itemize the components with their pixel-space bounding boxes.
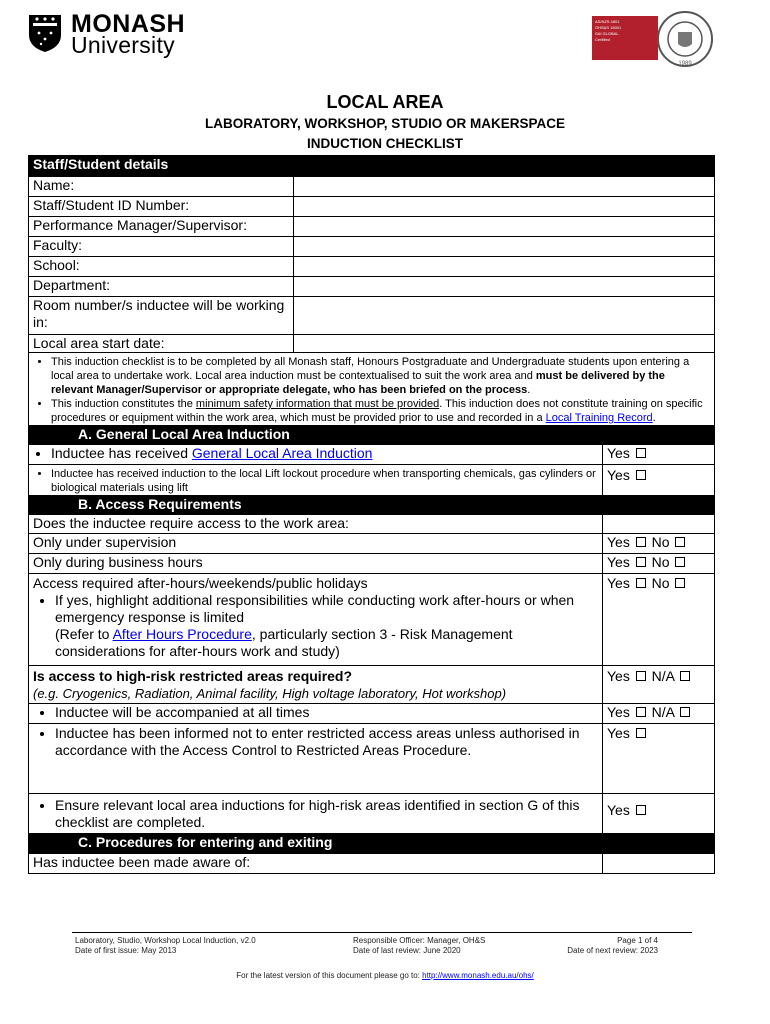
section-b-row-supervision bbox=[29, 534, 715, 554]
field-label-faculty: Faculty: bbox=[29, 237, 294, 257]
yes-checkbox[interactable] bbox=[636, 578, 646, 588]
yes-checkbox[interactable] bbox=[636, 707, 646, 717]
no-checkbox[interactable] bbox=[675, 537, 685, 547]
field-input-room[interactable] bbox=[294, 297, 715, 335]
footer-middle: Responsible Officer: Manager, OH&S Date of last review: June 2020 bbox=[353, 936, 486, 955]
field-label-start-date: Local area start date: bbox=[29, 335, 294, 353]
yes-checkbox[interactable] bbox=[636, 557, 646, 567]
no-checkbox[interactable] bbox=[675, 578, 685, 588]
induction-checklist-table bbox=[28, 155, 715, 874]
section-header-b bbox=[29, 496, 715, 515]
field-row-faculty bbox=[29, 237, 715, 257]
field-row-name bbox=[29, 177, 715, 197]
field-input-id[interactable] bbox=[294, 197, 715, 217]
field-label-name: Name: bbox=[29, 177, 294, 197]
page-subtitle-1: LABORATORY, WORKSHOP, STUDIO OR MAKERSPACE bbox=[204, 116, 566, 131]
yes-checkbox[interactable] bbox=[636, 448, 646, 458]
intro-bullet-2: • This induction constitutes the minimum safety information that must be provided. This induction does not constitute training on specific procedures or equipment within the work area, which must be provided prior to use and recorded in a Local Training Record. bbox=[51, 397, 710, 425]
local-training-record-link[interactable]: Local Training Record bbox=[545, 412, 653, 424]
yes-checkbox[interactable] bbox=[636, 671, 646, 681]
section-b-row-high-risk bbox=[29, 666, 715, 704]
section-b-high-risk-answer: Yes N/A bbox=[603, 666, 715, 704]
footer-rule bbox=[72, 932, 692, 933]
na-checkbox[interactable] bbox=[680, 707, 690, 717]
monash-logo bbox=[27, 10, 187, 58]
section-b-after-hours-text: Access required after-hours/weekends/public holidays • If yes, highlight additional responsibilities while conducting work after-hours or when emergency response is limited (Refer to After Hours Procedure, particularly section 3 - Risk Management considerations for after-hours work and study) bbox=[29, 574, 603, 666]
intro-bullet-1: • This induction checklist is to be completed by all Monash staff, Honours Postgraduate and Undergraduate students upon entering a local area to undertake work. Local area induction must be contextualised to suit the work area and must be delivered by the relevant Manager/Supervisor or appropriate delegate, who has been briefed on the process. bbox=[51, 355, 710, 397]
yes-checkbox[interactable] bbox=[636, 805, 646, 815]
no-checkbox[interactable] bbox=[675, 557, 685, 567]
section-b-row-accompanied bbox=[29, 704, 715, 724]
field-label-school: School: bbox=[29, 257, 294, 277]
section-a-row-2 bbox=[29, 465, 715, 496]
footer-left: Laboratory, Studio, Workshop Local Induction, v2.0 Date of first issue: May 2013 bbox=[75, 936, 256, 955]
field-label-room: Room number/s inductee will be working in: bbox=[29, 297, 294, 335]
section-b-row-restricted bbox=[29, 724, 715, 794]
intro-notes-row bbox=[29, 353, 715, 426]
logo-line2: University bbox=[71, 32, 175, 58]
ohs-website-link[interactable]: http://www.monash.edu.au/ohs/ bbox=[422, 971, 534, 980]
field-row-school bbox=[29, 257, 715, 277]
field-label-department: Department: bbox=[29, 277, 294, 297]
certification-badge bbox=[592, 10, 722, 67]
section-b-heading: B. Access Requirements bbox=[78, 496, 242, 512]
field-row-start-date bbox=[29, 335, 715, 353]
general-induction-link[interactable]: General Local Area Induction bbox=[191, 445, 373, 461]
yes-checkbox[interactable] bbox=[636, 728, 646, 738]
section-b-business-hours-answer: Yes No bbox=[603, 554, 715, 574]
section-b-high-risk-text: Is access to high-risk restricted areas required? (e.g. Cryogenics, Radiation, Animal facility, High voltage laboratory, Hot workshop) bbox=[29, 666, 603, 704]
section-b-restricted-answer: Yes bbox=[603, 724, 715, 794]
field-row-id bbox=[29, 197, 715, 217]
section-b-business-hours-text: Only during business hours bbox=[29, 554, 603, 574]
field-label-id: Staff/Student ID Number: bbox=[29, 197, 294, 217]
section-b-accompanied-answer: Yes N/A bbox=[603, 704, 715, 724]
field-input-department[interactable] bbox=[294, 277, 715, 297]
cert-red-panel: AS/NZS 4801 OHS&S 18001 SAI GLOBAL Certified bbox=[592, 16, 658, 60]
certification-seal-icon bbox=[656, 10, 714, 68]
section-a-row-1 bbox=[29, 445, 715, 465]
field-row-supervisor bbox=[29, 217, 715, 237]
field-input-faculty[interactable] bbox=[294, 237, 715, 257]
section-b-row-high-risk-inductions bbox=[29, 794, 715, 834]
section-b-restricted-text: • Inductee has been informed not to enter restricted access areas unless authorised in accordance with the Access Control to Restricted Areas Procedure. bbox=[29, 724, 603, 794]
footer-right: Page 1 of 4 Date of next review: 2023 bbox=[567, 936, 658, 955]
section-a-heading: A. General Local Area Induction bbox=[78, 426, 290, 442]
seal-year: 1989 bbox=[678, 61, 692, 67]
field-input-start-date[interactable] bbox=[294, 335, 715, 353]
section-c-heading: C. Procedures for entering and exiting bbox=[78, 834, 333, 850]
section-b-accompanied-text: • Inductee will be accompanied at all times bbox=[29, 704, 603, 724]
monash-crest-icon bbox=[27, 13, 63, 53]
after-hours-procedure-link[interactable]: After Hours Procedure bbox=[112, 626, 252, 642]
section-a-row-2-answer: Yes bbox=[603, 465, 715, 496]
field-input-name[interactable] bbox=[294, 177, 715, 197]
section-c-question-row bbox=[29, 854, 715, 874]
section-b-high-risk-inductions-text: • Ensure relevant local area inductions for high-risk areas identified in section G of this checklist are completed. bbox=[29, 794, 603, 834]
section-b-high-risk-inductions-answer: Yes bbox=[603, 794, 715, 834]
section-b-question-row bbox=[29, 515, 715, 534]
field-label-supervisor: Performance Manager/Supervisor: bbox=[29, 217, 294, 237]
section-b-after-hours-answer: Yes No bbox=[603, 574, 715, 666]
page-subtitle-2: INDUCTION CHECKLIST bbox=[307, 136, 463, 151]
section-a-row-1-answer: Yes bbox=[603, 445, 715, 465]
section-b-supervision-text: Only under supervision bbox=[29, 534, 603, 554]
logo-line1: MONASH bbox=[71, 10, 186, 38]
section-b-question: Does the inductee require access to the work area: bbox=[29, 515, 603, 534]
section-a-row-1-text: • Inductee has received General Local Area Induction bbox=[29, 445, 603, 465]
section-b-row-business-hours bbox=[29, 554, 715, 574]
footer-latest-version: For the latest version of this document please go to: http://www.monash.edu.au/ohs/ bbox=[236, 971, 534, 980]
details-heading: Staff/Student details bbox=[29, 156, 715, 177]
field-row-department bbox=[29, 277, 715, 297]
page-title: LOCAL AREA bbox=[326, 92, 444, 112]
field-input-supervisor[interactable] bbox=[294, 217, 715, 237]
yes-checkbox[interactable] bbox=[636, 537, 646, 547]
field-input-school[interactable] bbox=[294, 257, 715, 277]
section-c-question: Has inductee been made aware of: bbox=[29, 854, 603, 874]
yes-checkbox[interactable] bbox=[636, 470, 646, 480]
section-header-a bbox=[29, 426, 715, 445]
na-checkbox[interactable] bbox=[680, 671, 690, 681]
field-row-room bbox=[29, 297, 715, 335]
section-header-details bbox=[29, 156, 715, 177]
section-b-row-after-hours bbox=[29, 574, 715, 666]
section-a-row-2-text: • Inductee has received induction to the local Lift lockout procedure when transporting chemicals, gas cylinders or biological materials using lift bbox=[29, 465, 603, 496]
intro-notes bbox=[29, 353, 715, 426]
section-b-supervision-answer: Yes No bbox=[603, 534, 715, 554]
section-header-c bbox=[29, 834, 715, 854]
